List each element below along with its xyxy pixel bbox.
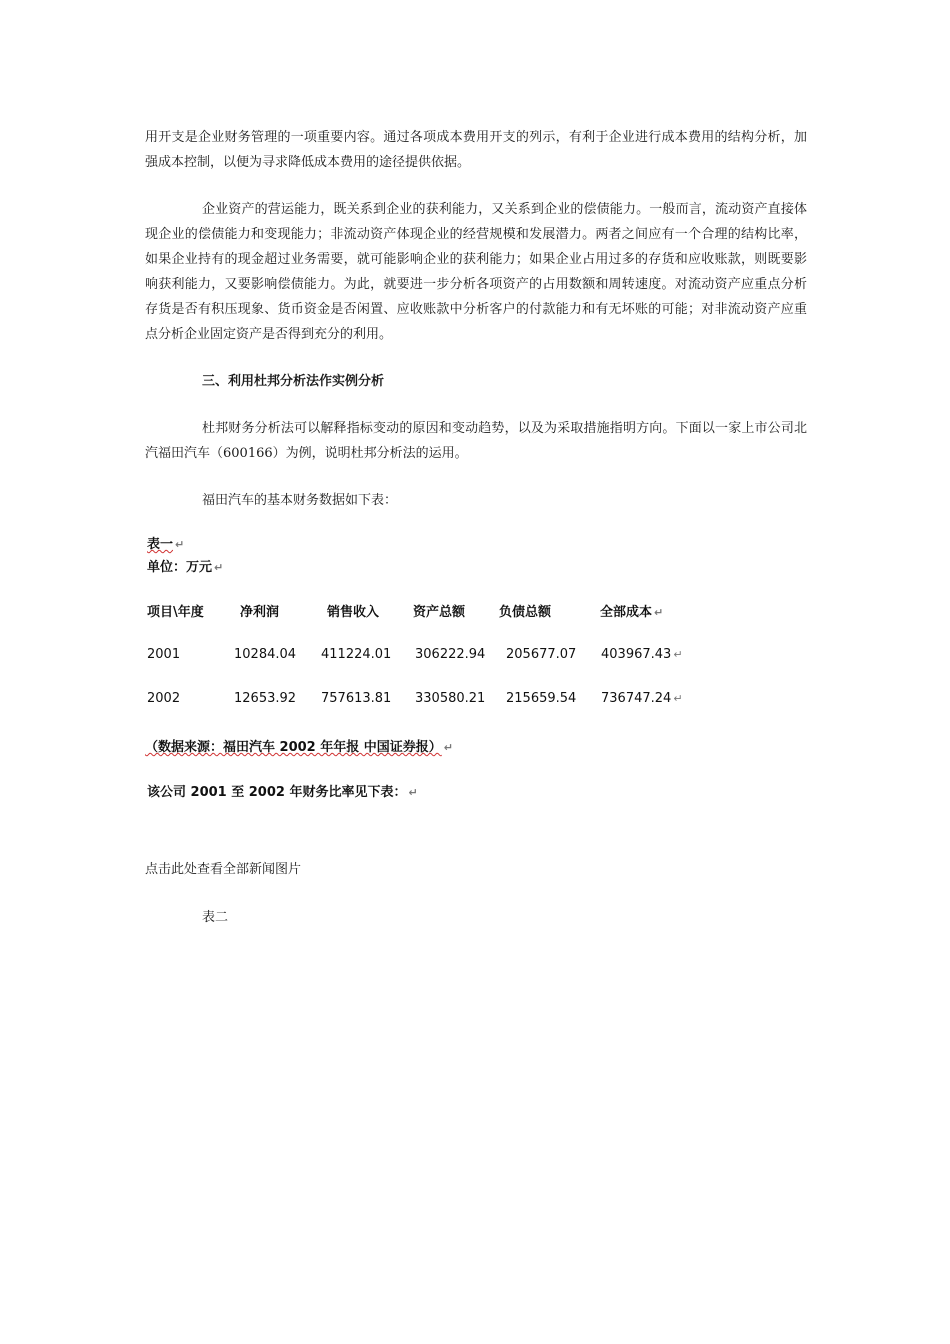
paragraph-asset-operation: 企业资产的营运能力，既关系到企业的获利能力，又关系到企业的偿债能力。一般而言，流动资产直接体现企业的偿债能力和变现能力；非流动资产体现企业的经营规模和发展潜力。两者之间应有一个合理的结构比率，如果企业持有的现金超过业务需要，就可能影响企业的获利能力；如果企业占用过多的存货和应收账款，则既要影响获利能力，又要影响偿债能力。为此，就要进一步分析各项资产的占用数额和周转速度。对流动资产应重点分析存货是否有积压现象、货币资金是否闲置、应收账款中分析客户的付款能力和有无坏账的可能；对非流动资产应重点分析企业固定资产是否得到充分的利用。	[145, 202, 807, 342]
table-header-total-liabilities: 负债总额	[499, 605, 552, 620]
table-cell: 205677.07	[506, 647, 577, 662]
table-cell: 306222.94	[415, 647, 486, 662]
ratio-table-note: 该公司 2001 至 2002 年财务比率见下表： ↵	[147, 785, 418, 800]
table-cell: 10284.04	[234, 647, 297, 662]
table-cell: 757613.81	[321, 691, 392, 706]
table-header-item: 项目\年度	[147, 605, 204, 620]
table-cell: 411224.01	[321, 647, 392, 662]
table-header-total-cost: 全部成本 ↵	[600, 605, 664, 620]
section-heading: 三、利用杜邦分析法作实例分析	[202, 374, 385, 389]
table-header-total-assets: 资产总额	[413, 605, 466, 620]
table-intro-text: 福田汽车的基本财务数据如下表：	[202, 493, 398, 508]
table-cell: 2002	[147, 691, 181, 706]
table-cell: 215659.54	[506, 691, 577, 706]
table-source-note: （数据来源：福田汽车 2002 年年报 中国证券报） ↵	[145, 740, 453, 755]
paragraph-cost-analysis: 用开支是企业财务管理的一项重要内容。通过各项成本费用开支的列示，有利于企业进行成本费用的结构分析，加强成本控制，以便为寻求降低成本费用的途径提供依据。	[145, 130, 807, 170]
financial-data-table	[145, 528, 705, 808]
table-two-label: 表二	[202, 910, 229, 925]
table-cell: 736747.24 ↵	[601, 691, 683, 706]
table-cell: 2001	[147, 647, 181, 662]
paragraph-dupont-intro: 杜邦财务分析法可以解释指标变动的原因和变动趋势，以及为采取措施指明方向。下面以一家上市公司北汽福田汽车（600166）为例，说明杜邦分析法的运用。	[145, 421, 807, 461]
table-unit: 单位：万元 ↵	[147, 560, 224, 575]
table-header-sales: 销售收入	[327, 605, 380, 620]
table-cell: 12653.92	[234, 691, 297, 706]
table-title: 表一 ↵	[147, 537, 185, 552]
table-cell: 330580.21	[415, 691, 486, 706]
table-cell: 403967.43 ↵	[601, 647, 683, 662]
table-header-net-profit: 净利润	[240, 605, 280, 620]
view-all-images-link[interactable]: 点击此处查看全部新闻图片	[145, 862, 302, 877]
